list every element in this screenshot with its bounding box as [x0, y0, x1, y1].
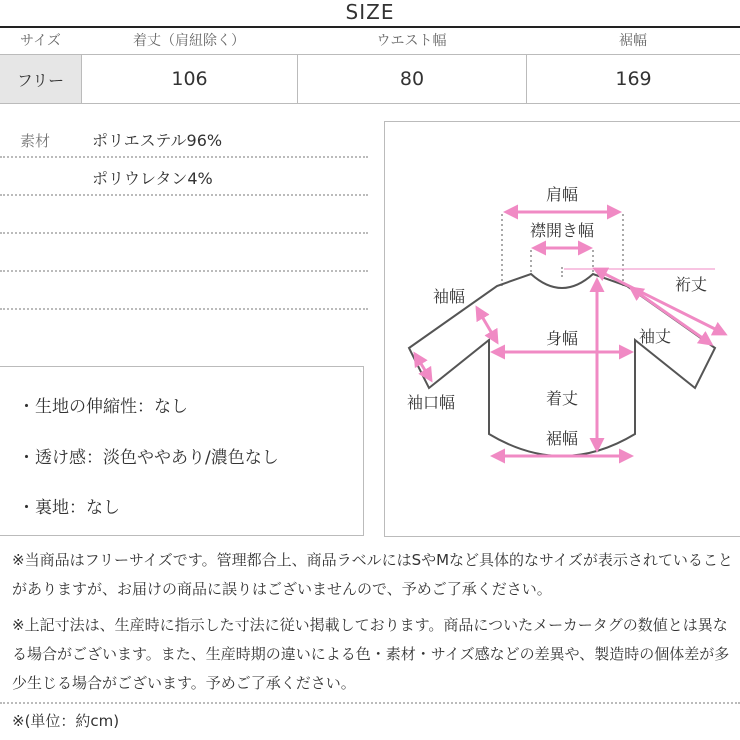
material-section [0, 120, 368, 310]
label-hem: 裾幅 [545, 429, 579, 448]
size-table [0, 28, 740, 90]
garment-diagram [385, 122, 740, 538]
material-label: 素材 [20, 132, 51, 150]
size-table-header [0, 28, 740, 52]
cell-length: 106 [81, 55, 297, 103]
label-body-width: 身幅 [545, 329, 579, 348]
material-line [0, 234, 368, 272]
table-row [0, 54, 740, 104]
notes-section [12, 546, 736, 698]
label-shoulder: 肩幅 [545, 185, 579, 204]
note-free-size: ※当商品はフリーサイズです。管理都合上、商品ラベルにはSやMなど具体的なサイズが表示されていることがありますが、お届けの商品に誤りはございませんので、予めご了承ください。 [12, 551, 733, 598]
sleeve-width-arrow [477, 308, 497, 342]
note-measurements: ※上記寸法は、生産時に指示した寸法に従い掲載しております。商品についたメーカータグの数値とは異なる場合がございます。また、生産時期の違いによる色・素材・サイズ感などの差異や、製造時の個体差が多少生じる場合がございます。予めご了承ください。 [12, 616, 730, 692]
header-size: サイズ [20, 33, 61, 49]
header-hem: 裾幅 [619, 33, 647, 49]
feature-lining: ・裏地：なし [18, 498, 120, 518]
label-cuff: 袖口幅 [406, 393, 456, 412]
label-sleeve-length: 袖丈 [638, 327, 672, 346]
material-value: ポリエステル96% [92, 131, 223, 150]
unit-note: ※(単位：約cm) [12, 712, 120, 730]
feature-stretch: ・生地の伸縮性：なし [18, 397, 188, 417]
label-sleeve-width: 袖幅 [432, 287, 466, 306]
material-line [0, 272, 368, 310]
label-raglan: 裄丈 [674, 275, 708, 294]
header-length: 着丈（肩紐除く） [133, 33, 245, 49]
cell-hem: 169 [526, 55, 740, 103]
unit-divider [0, 702, 740, 704]
page-title: SIZE [345, 0, 395, 24]
label-length: 着丈 [545, 389, 579, 408]
cell-waist: 80 [297, 55, 526, 103]
material-line [0, 120, 368, 158]
material-value: ポリウレタン4% [92, 169, 213, 188]
cell-size: フリー [0, 55, 81, 103]
feature-sheerness: ・透け感：淡色ややあり/濃色なし [18, 448, 279, 468]
header-waist: ウエスト幅 [376, 33, 447, 49]
measurement-diagram [384, 121, 740, 537]
label-neck: 襟開き幅 [529, 221, 595, 240]
features-box [0, 366, 364, 536]
material-line [0, 196, 368, 234]
material-line [0, 158, 368, 196]
